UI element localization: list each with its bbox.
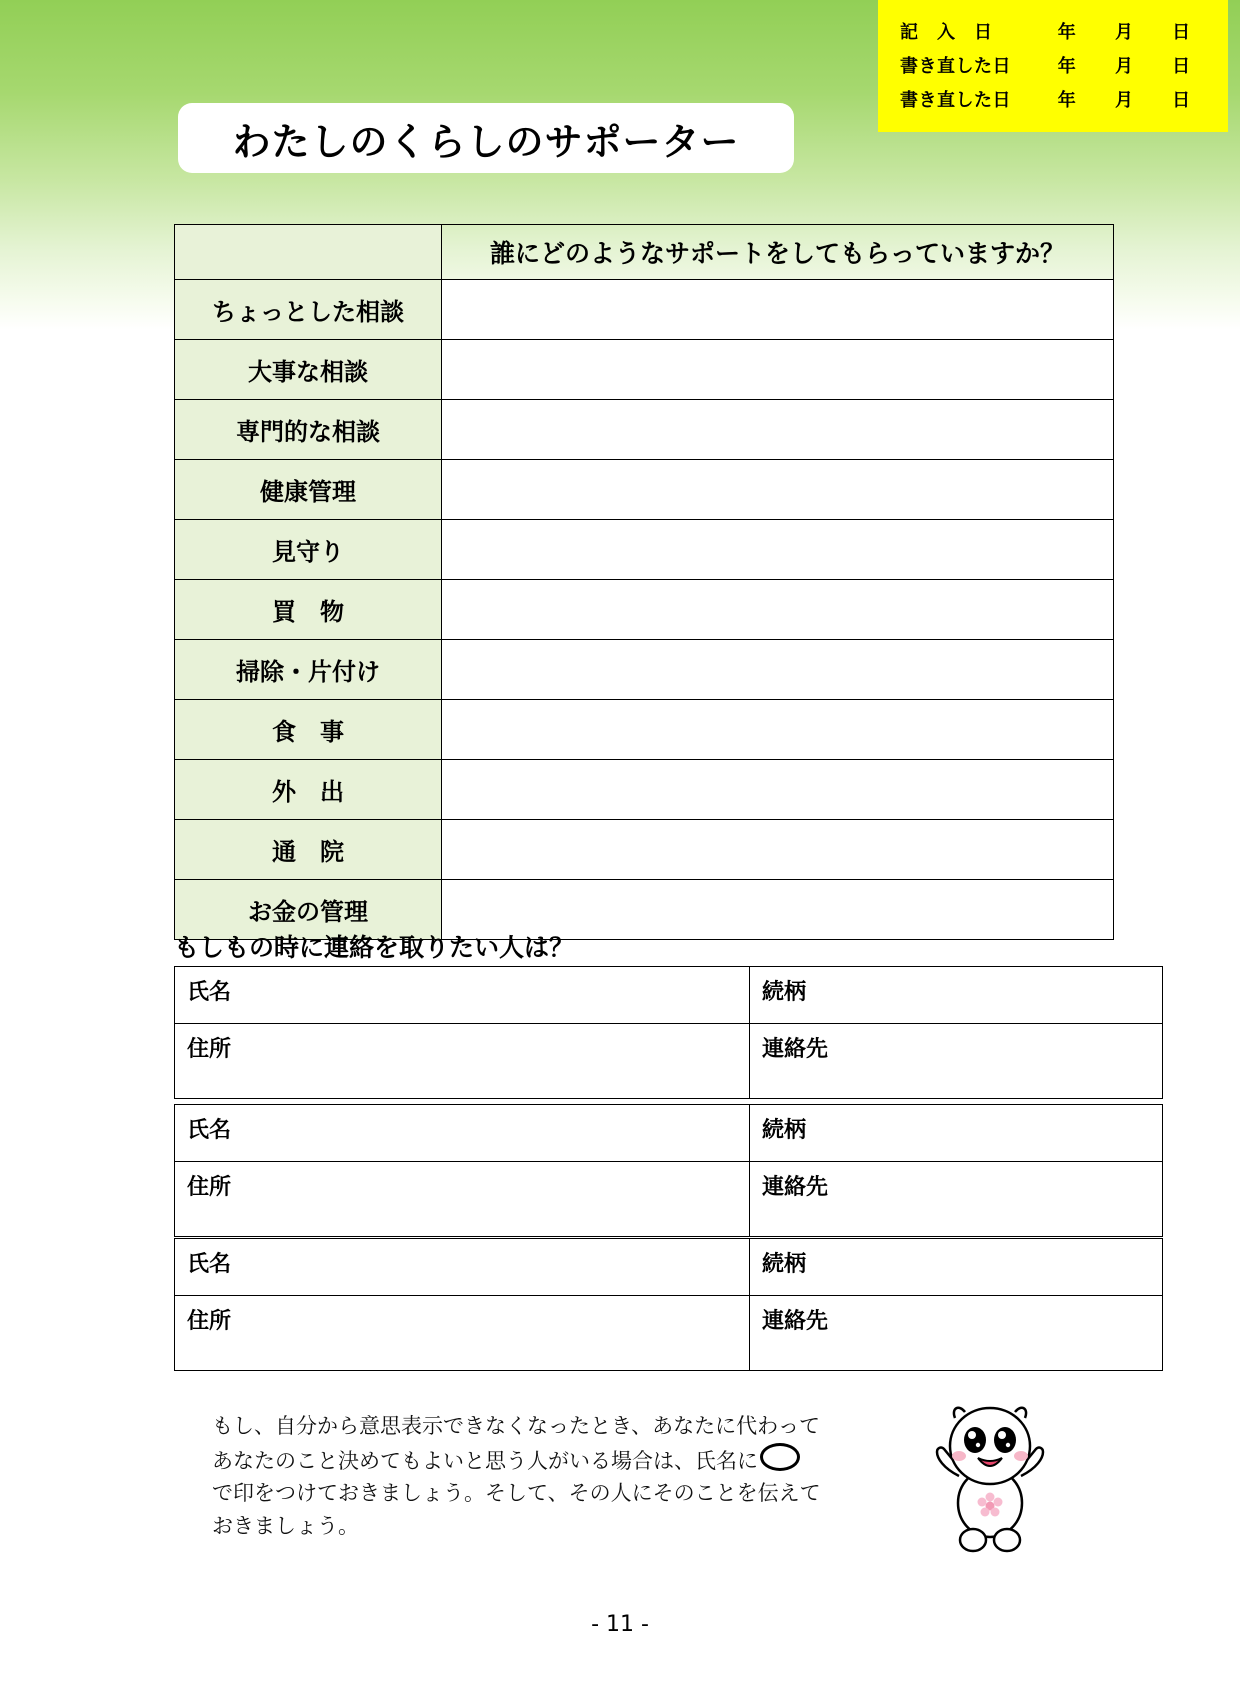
support-table-corner-cell [175, 225, 442, 280]
date-row-entry [878, 14, 1228, 48]
table-row [175, 1296, 1163, 1371]
table-row [175, 520, 1114, 580]
contact-2-relation-label[interactable]: 続柄 [750, 1105, 1163, 1162]
note-line-1: もし、自分から意思表示できなくなったとき、あなたに代わって [212, 1414, 820, 1438]
contact-table-2 [174, 1104, 1163, 1237]
support-table-question-header: 誰にどのようなサポートをしてもらっていますか？ [442, 225, 1114, 280]
support-row-input-shopping[interactable] [442, 580, 1114, 640]
contact-table-1 [174, 966, 1163, 1099]
table-header-row [175, 225, 1114, 280]
table-row [175, 1162, 1163, 1237]
table-row [175, 1024, 1163, 1099]
date-unit-year: 年 [1057, 56, 1077, 77]
date-unit-year: 年 [1057, 22, 1077, 43]
contact-1-name-label[interactable]: 氏名 [175, 967, 750, 1024]
support-row-input-important-consult[interactable] [442, 340, 1114, 400]
table-row [175, 1105, 1163, 1162]
table-row [175, 967, 1163, 1024]
support-row-label-watching-over: 見守り [175, 520, 442, 580]
date-entry-box [878, 0, 1228, 132]
date-label-rewrite-2: 書き直した日 [900, 90, 1011, 111]
support-row-input-specialist-consult[interactable] [442, 400, 1114, 460]
contact-3-contact-label[interactable]: 連絡先 [750, 1296, 1163, 1371]
page-number: - 11 - [591, 1612, 649, 1637]
support-row-label-money-management: お金の管理 [175, 880, 442, 940]
date-unit-day: 日 [1172, 56, 1191, 77]
contact-3-name-label[interactable]: 氏名 [175, 1239, 750, 1296]
table-row [175, 460, 1114, 520]
date-unit-year: 年 [1057, 90, 1077, 111]
page-title [178, 103, 794, 173]
table-row [175, 700, 1114, 760]
support-row-input-casual-consult[interactable] [442, 280, 1114, 340]
support-row-input-going-out[interactable] [442, 760, 1114, 820]
table-row [175, 640, 1114, 700]
date-unit-month: 月 [1114, 90, 1134, 111]
contact-2-contact-label[interactable]: 連絡先 [750, 1162, 1163, 1237]
support-row-label-going-out: 外 出 [175, 760, 442, 820]
support-row-label-casual-consult: ちょっとした相談 [175, 280, 442, 340]
contact-2-address-label[interactable]: 住所 [175, 1162, 750, 1237]
table-row [175, 280, 1114, 340]
date-row-rewrite-1 [878, 48, 1228, 82]
table-row [175, 760, 1114, 820]
contacts-section-heading: もしもの時に連絡を取りたい人は？ [174, 933, 575, 962]
support-row-label-specialist-consult: 専門的な相談 [175, 400, 442, 460]
support-table [174, 224, 1114, 940]
note-line-2: あなたのこと決めてもよいと思う人がいる場合は、氏名に [212, 1448, 758, 1473]
date-row-rewrite-2 [878, 82, 1228, 116]
support-row-input-watching-over[interactable] [442, 520, 1114, 580]
contact-1-relation-label[interactable]: 続柄 [750, 967, 1163, 1024]
support-row-label-health-management: 健康管理 [175, 460, 442, 520]
page-title-text: わたしのくらしのサポーター [232, 119, 740, 164]
support-row-label-cleaning: 掃除・片付け [175, 640, 442, 700]
date-unit-day: 日 [1172, 22, 1191, 43]
contact-3-address-label[interactable]: 住所 [175, 1296, 750, 1371]
contact-3-relation-label[interactable]: 続柄 [750, 1239, 1163, 1296]
contact-table-3 [174, 1238, 1163, 1371]
date-unit-day: 日 [1172, 90, 1191, 111]
contact-1-address-label[interactable]: 住所 [175, 1024, 750, 1099]
support-row-label-hospital-visits: 通 院 [175, 820, 442, 880]
date-unit-month: 月 [1114, 56, 1134, 77]
date-label-written: 記 入 日 [900, 22, 993, 43]
date-unit-month: 月 [1114, 22, 1134, 43]
note-text [212, 1410, 892, 1542]
support-row-input-hospital-visits[interactable] [442, 820, 1114, 880]
support-row-label-meals: 食 事 [175, 700, 442, 760]
support-row-label-important-consult: 大事な相談 [175, 340, 442, 400]
support-row-input-meals[interactable] [442, 700, 1114, 760]
contact-2-name-label[interactable]: 氏名 [175, 1105, 750, 1162]
mascot-character-illustration [925, 1398, 1055, 1558]
table-row [175, 1239, 1163, 1296]
table-row [175, 820, 1114, 880]
support-row-input-health-management[interactable] [442, 460, 1114, 520]
table-row [175, 340, 1114, 400]
support-row-input-cleaning[interactable] [442, 640, 1114, 700]
support-row-label-shopping: 買 物 [175, 580, 442, 640]
circle-icon [760, 1443, 800, 1471]
note-line-4: おきましょう。 [212, 1513, 359, 1538]
note-line-3: で印をつけておきましょう。そして、その人にそのことを伝えて [212, 1481, 821, 1506]
date-label-rewrite-1: 書き直した日 [900, 56, 1011, 77]
contact-1-contact-label[interactable]: 連絡先 [750, 1024, 1163, 1099]
table-row [175, 580, 1114, 640]
table-row [175, 400, 1114, 460]
